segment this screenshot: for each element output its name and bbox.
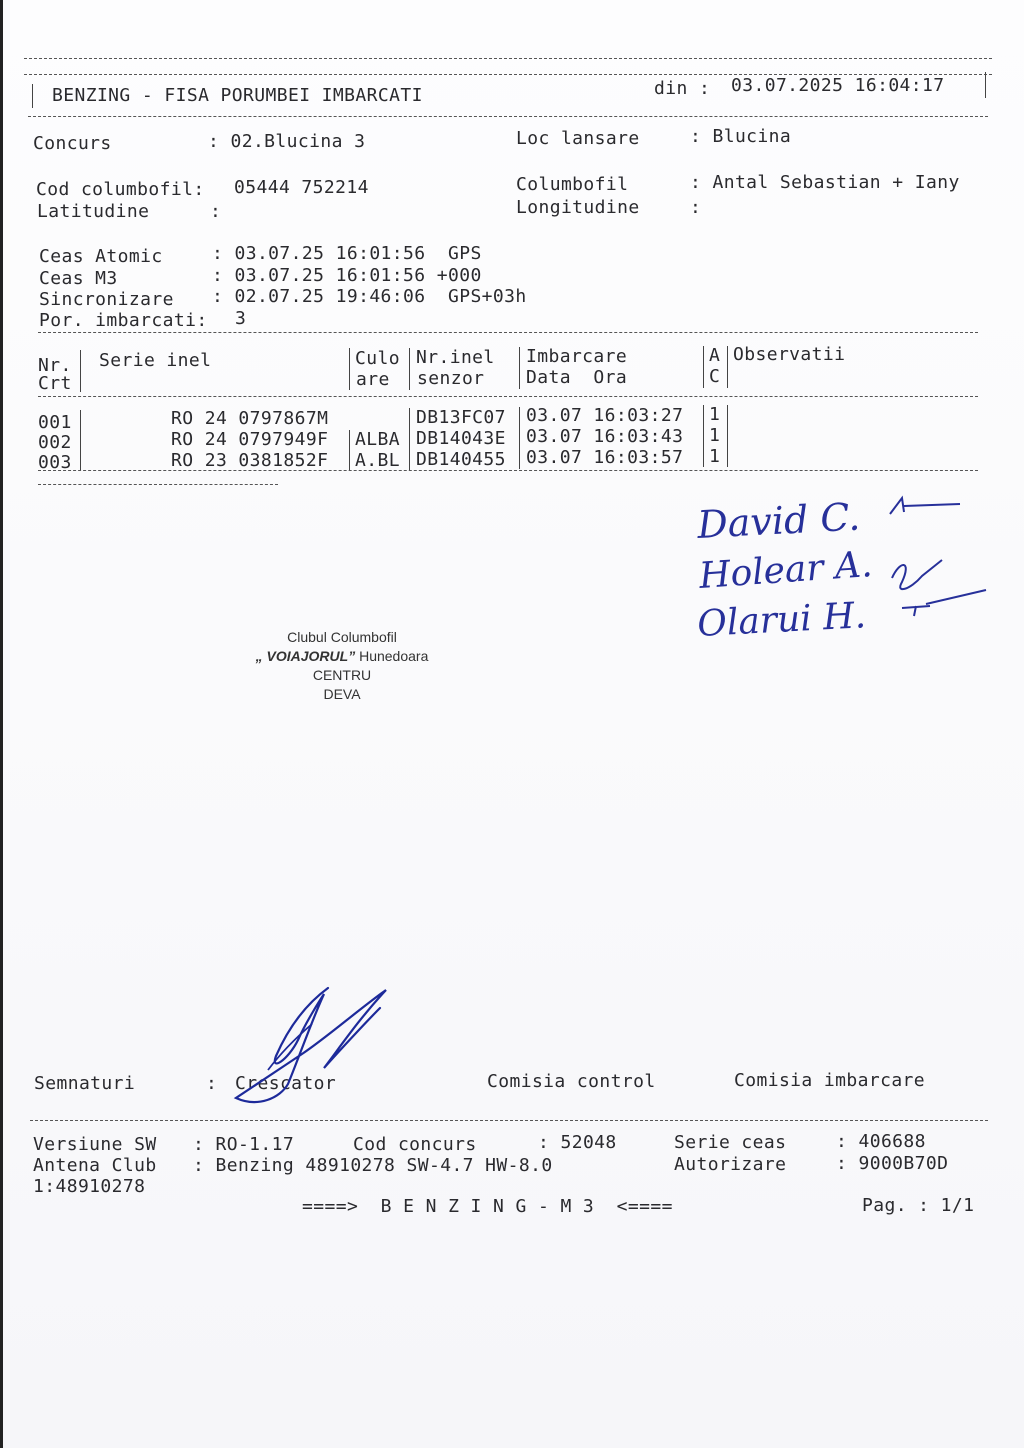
serie-ceas-label: Serie ceas [674, 1132, 787, 1153]
antena-label: Antena Club [33, 1155, 157, 1176]
stamp-city: Hunedoara [355, 648, 429, 664]
concurs-label: Concurs [33, 133, 112, 154]
initials-scribble [892, 560, 942, 589]
header-right-bar [985, 72, 986, 98]
imbarcati-value: 3 [235, 308, 247, 329]
benzing-banner: ====> B E N Z I N G - M 3 <==== [302, 1196, 673, 1217]
semnaturi-colon: : [206, 1073, 218, 1094]
footer-top-rule [30, 1120, 988, 1121]
header-divider [409, 348, 410, 390]
stamp-line-4: DEVA [323, 686, 361, 702]
autorizare-value: : 9000B70D [836, 1153, 949, 1174]
row-data: 03.07 16:03:43 [526, 426, 684, 447]
table-top-rule [38, 332, 978, 333]
versiune-label: Versiune SW [33, 1134, 157, 1155]
stamp-line-1: Clubul Columbofil [287, 629, 397, 645]
row-culoare: A.BL [355, 450, 400, 471]
row-ac: 1 [709, 425, 721, 446]
antena-value: : Benzing 48910278 SW-4.7 HW-8.0 [193, 1155, 553, 1176]
document-title: BENZING - FISA PORUMBEI IMBARCATI [52, 85, 423, 106]
row-culoare: ALBA [355, 429, 400, 450]
crescator-label: Crescator [235, 1073, 337, 1094]
autorizare-label: Autorizare [674, 1154, 787, 1175]
longitudine-value: : [690, 197, 702, 218]
col-serie-header: Serie inel [99, 350, 212, 371]
latitudine-value: : [210, 201, 222, 222]
row-data: 03.07 16:03:57 [526, 447, 684, 468]
row-divider [409, 408, 410, 470]
stamp-line-3: CENTRU [312, 667, 372, 683]
stamp-line-2 [222, 647, 462, 666]
row-divider [727, 405, 728, 467]
header-bottom-rule [28, 116, 988, 117]
row-senzor: DB14043E [416, 428, 506, 449]
club-id: 1:48910278 [33, 1176, 146, 1197]
date-label: din : [654, 78, 711, 99]
handwritten-name-2: Holear A. [697, 543, 874, 597]
col-culoare-header-2: are [356, 369, 390, 390]
ceas-atomic-value: : 03.07.25 16:01:56 GPS [212, 243, 482, 264]
cod-columbofil-value: 05444 752214 [234, 177, 369, 198]
stamp-club-name: „ VOIAJORUL” [255, 648, 356, 664]
row-nr: 001 [38, 412, 72, 433]
versiune-value: : RO-1.17 [193, 1134, 295, 1155]
concurs-value: : 02.Blucina 3 [208, 131, 366, 152]
club-stamp [222, 628, 462, 704]
table-bottom-rule-2 [38, 484, 278, 485]
row-data: 03.07 16:03:27 [526, 405, 684, 426]
sincronizare-value: : 02.07.25 19:46:06 GPS+03h [212, 286, 527, 307]
row-nr: 002 [38, 432, 72, 453]
row-divider [80, 410, 81, 470]
handwritten-name-3: Olarui H. [696, 595, 867, 645]
col-nr-header: Nr. [38, 355, 72, 376]
header-left-bar [32, 84, 33, 108]
row-ac: 1 [709, 446, 721, 467]
handwritten-name-1: David C. [696, 494, 862, 547]
columbofil-label: Columbofil [516, 174, 629, 195]
col-imbarcare-header-1: Imbarcare [526, 346, 628, 367]
header-divider [349, 348, 350, 390]
col-imbarcare-header-2: Data Ora [526, 367, 628, 388]
col-culoare-header-1: Culo [355, 348, 400, 369]
handwritten-names [690, 490, 1000, 650]
cod-concurs-label: Cod concurs [353, 1134, 477, 1155]
col-ac-header-1: A [709, 345, 721, 366]
col-senzor-header-1: Nr.inel [416, 347, 495, 368]
sincronizare-label: Sincronizare [39, 289, 174, 310]
initials-scribble [890, 498, 960, 514]
page-edge-shadow [0, 0, 3, 1448]
latitudine-label: Latitudine [37, 201, 150, 222]
row-nr: 003 [38, 452, 72, 473]
loc-lansare-value: : Blucina [690, 126, 792, 147]
ceas-m3-label: Ceas M3 [39, 268, 118, 289]
ceas-atomic-label: Ceas Atomic [39, 246, 163, 267]
row-divider [519, 407, 520, 469]
top-rule-1 [24, 58, 992, 59]
loc-lansare-label: Loc lansare [516, 128, 640, 149]
row-senzor: DB140455 [416, 449, 506, 470]
page-number: Pag. : 1/1 [862, 1195, 975, 1216]
longitudine-label: Longitudine [516, 197, 640, 218]
row-divider [703, 405, 704, 467]
table-header-rule [38, 396, 978, 397]
col-observatii-header: Observatii [733, 344, 846, 365]
row-ac: 1 [709, 404, 721, 425]
comisia-imbarcare-label: Comisia imbarcare [734, 1070, 926, 1091]
cod-columbofil-label: Cod columbofil: [36, 179, 205, 200]
row-serie: RO 23 0381852F [171, 450, 329, 471]
row-divider [349, 430, 350, 470]
header-divider [519, 347, 520, 389]
header-divider [80, 350, 81, 392]
initials-scribble [902, 590, 986, 616]
row-serie: RO 24 0797867M [171, 408, 329, 429]
header-divider [727, 346, 728, 388]
serie-ceas-value: : 406688 [836, 1131, 926, 1152]
columbofil-value: : Antal Sebastian + Iany [690, 172, 960, 193]
ceas-m3-value: : 03.07.25 16:01:56 +000 [212, 265, 482, 286]
col-ac-header-2: C [709, 366, 721, 387]
crescator-signature [228, 980, 398, 1110]
table-bottom-rule [38, 470, 978, 471]
header-divider [703, 346, 704, 388]
row-senzor: DB13FC07 [416, 407, 506, 428]
imbarcati-label: Por. imbarcati: [39, 310, 208, 331]
col-crt-header: Crt [38, 373, 72, 394]
cod-concurs-value: : 52048 [538, 1132, 617, 1153]
row-serie: RO 24 0797949F [171, 429, 329, 450]
date-value: 03.07.2025 16:04:17 [731, 75, 945, 96]
semnaturi-label: Semnaturi [34, 1073, 136, 1094]
comisia-control-label: Comisia control [487, 1071, 656, 1092]
col-senzor-header-2: senzor [417, 368, 485, 389]
